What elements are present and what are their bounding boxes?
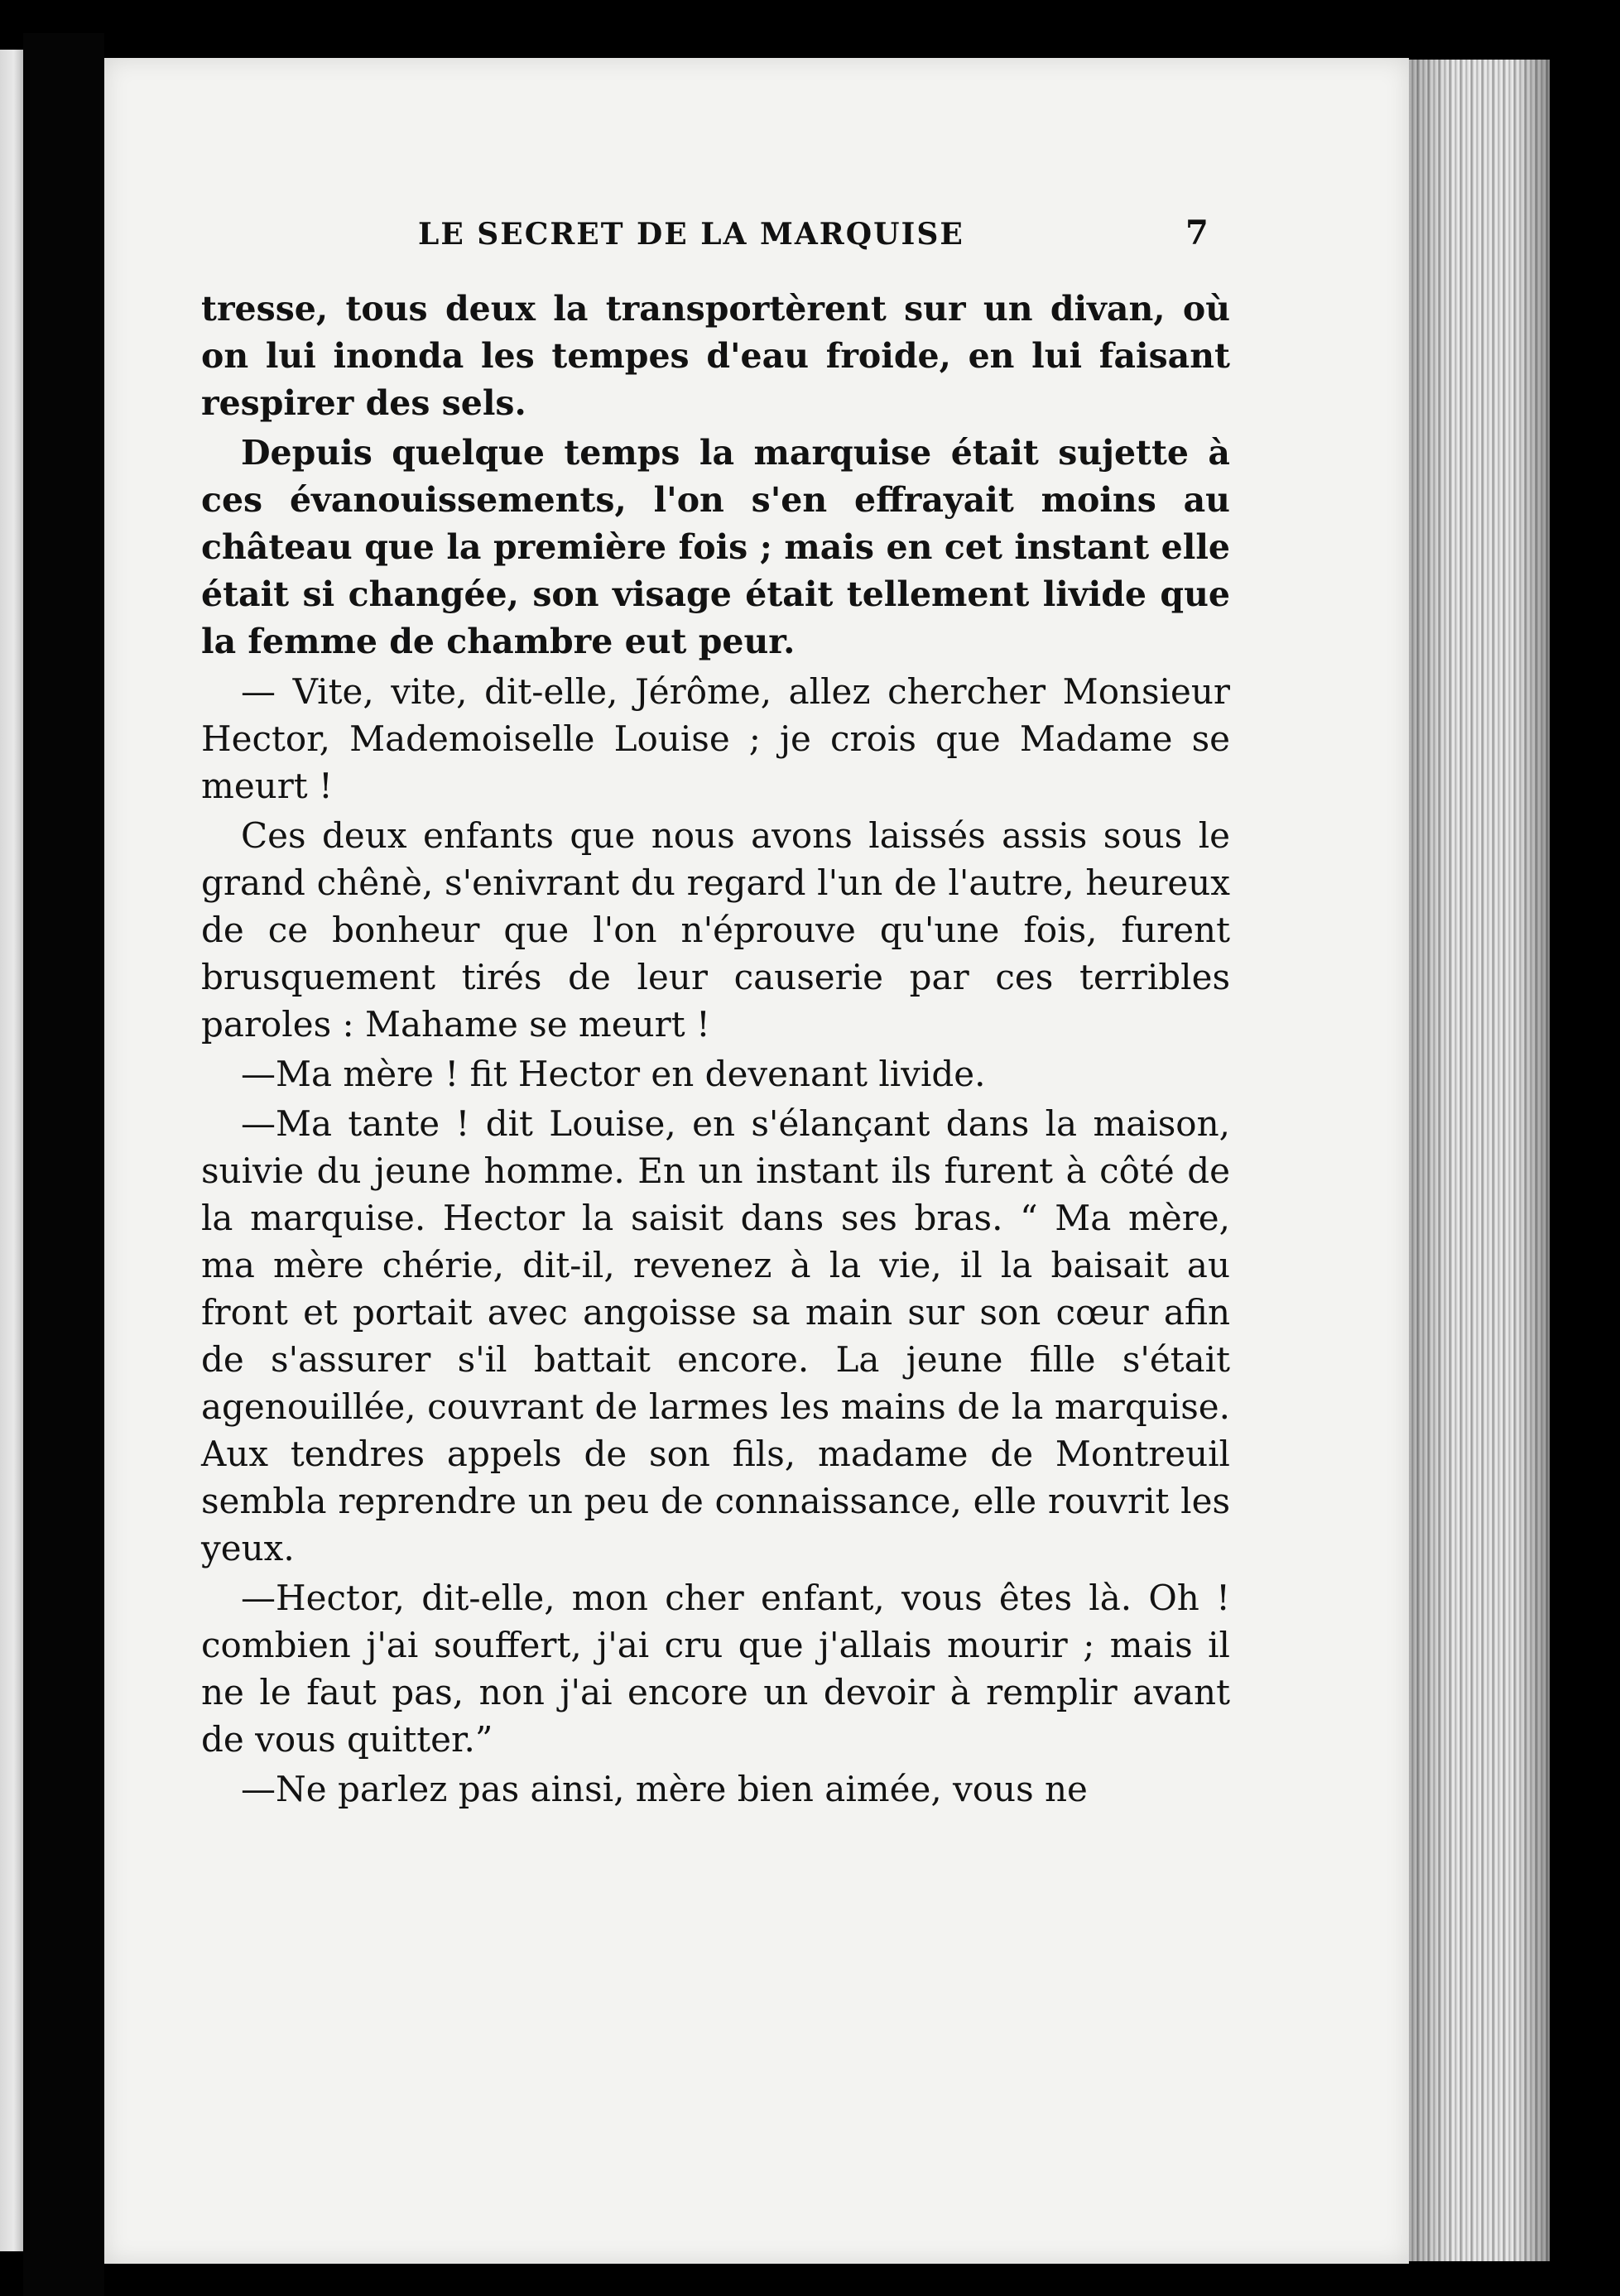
- previous-page-edge: [0, 50, 23, 2251]
- scan-background: [1550, 0, 1620, 2296]
- paragraph: Ces deux enfants que nous avons laissés assis sous le grand chênè, s'enivrant du regard l'un de l'autre, heureux de ce bonheur que l'on n'éprouve qu'une fois, furent brusquement tirés de leur causerie par ces terribles paroles : Mahame se meurt !: [201, 815, 1230, 1045]
- book-gutter: [23, 33, 104, 2296]
- paragraph: —Ne parlez pas ainsi, mère bien aimée, vous ne: [241, 1769, 1088, 1809]
- running-head: LE SECRET DE LA MARQUISE: [418, 217, 964, 252]
- paragraph: tresse, tous deux la transportèrent sur un divan, où on lui inonda les tempes d'eau froide, en lui faisant respirer des sels.: [201, 289, 1230, 423]
- paragraph: —Ma mère ! fit Hector en devenant livide.: [241, 1054, 986, 1094]
- page-number: 7: [1185, 214, 1209, 252]
- paragraph: Depuis quelque temps la marquise était sujette à ces évanouissements, l'on s'en effrayait moins au château que la première fois ; mais en cet instant elle était si changée, son visage était tellement livide que la femme de chambre eut peur.: [201, 433, 1230, 661]
- paragraph: —Hector, dit-elle, mon cher enfant, vous êtes là. Oh ! combien j'ai souffert, j'ai cru que j'allais mourir ; mais il ne le faut pas, non j'ai encore un devoir à remplir avant de vous quitter.”: [201, 1578, 1230, 1760]
- paragraph: —Ma tante ! dit Louise, en s'élançant dans la maison, suivie du jeune homme. En un instant ils furent à côté de la marquise. Hector la saisit dans ses bras. “ Ma mère, ma mère chérie, dit-il, revenez à la vie, il la baisait au front et portait avec angoisse sa main sur son cœur afin de s'assurer s'il battait encore. La jeune fille s'était agenouillée, couvrant de larmes les mains de la marquise. Aux tendres appels de son fils, madame de Montreuil sembla reprendre un peu de connaissance, elle rouvrit les yeux.: [201, 1103, 1230, 1568]
- paragraph: — Vite, vite, dit-elle, Jérôme, allez chercher Monsieur Hector, Mademoiselle Louise ; je crois que Madame se meurt !: [201, 671, 1230, 806]
- body-text: [201, 286, 1230, 1815]
- fore-edge-shadow: [1409, 60, 1550, 2261]
